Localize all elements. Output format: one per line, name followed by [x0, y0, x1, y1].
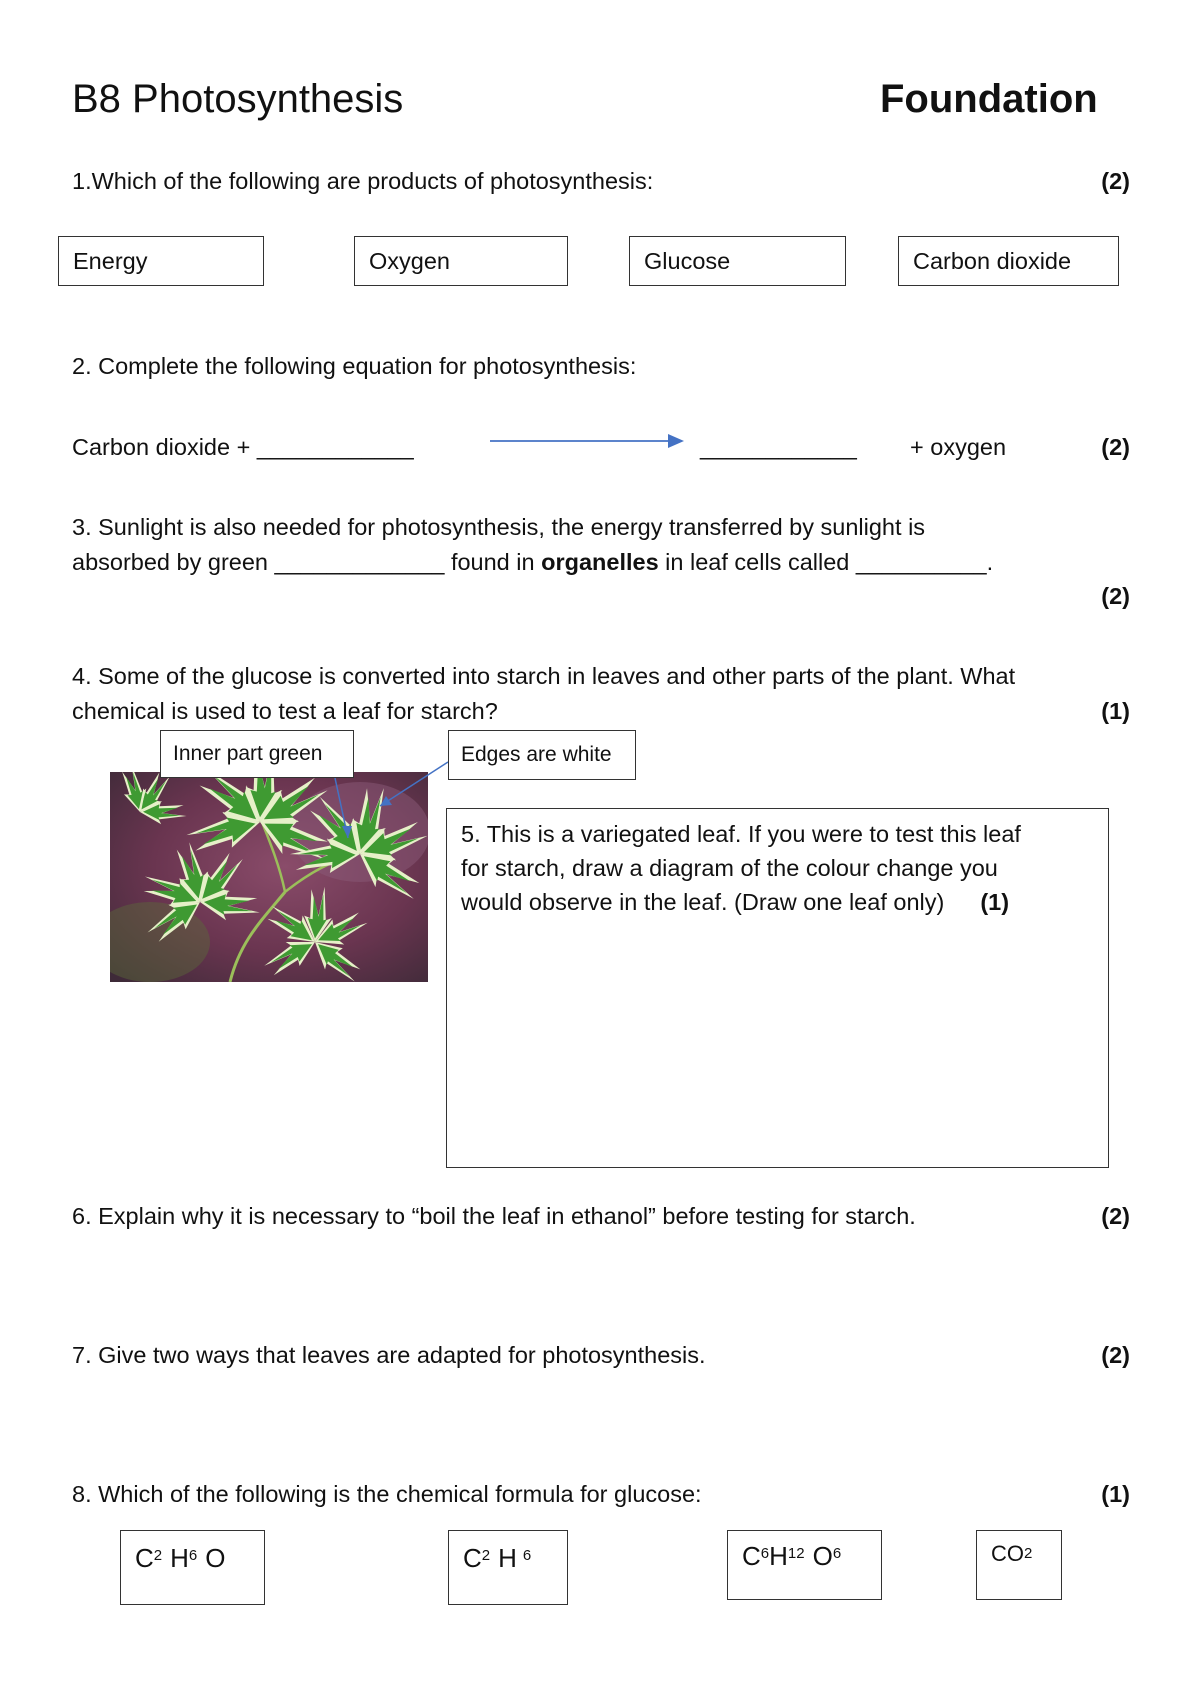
q3-line-2-end: in leaf cells called __________. — [658, 549, 994, 575]
q3-keyword-organelles: organelles — [541, 549, 659, 575]
q8-option-c6h12o6[interactable] — [727, 1530, 882, 1600]
callout-label: Edges are white — [461, 743, 612, 766]
callout-inner-part-green — [160, 730, 354, 778]
formula-element: CO — [991, 1541, 1024, 1566]
q1-option-label: Carbon dioxide — [913, 247, 1072, 274]
q2-reactant: Carbon dioxide + ____________ — [72, 434, 414, 460]
formula-element: C — [135, 1543, 154, 1573]
q3-marks: (2) — [1101, 583, 1130, 609]
page-title: B8 Photosynthesis — [72, 77, 404, 121]
q5-line-2: for starch, draw a diagram of the colour change you — [461, 855, 998, 881]
q2-product-blank: ____________ — [700, 434, 857, 460]
q5-marks: (1) — [980, 889, 1010, 915]
formula-element: H — [498, 1543, 517, 1573]
formula-subscript: 6 — [188, 1547, 198, 1564]
q3-line-2-start: absorbed by green _____________ found in — [72, 549, 542, 575]
q2-plus-oxygen: + oxygen — [910, 434, 1007, 460]
q1-option-label: Energy — [73, 247, 148, 274]
formula-subscript: 6 — [832, 1545, 842, 1562]
tier-label: Foundation — [880, 77, 1098, 121]
formula-element: C — [463, 1543, 482, 1573]
formula-subscript: 6 — [760, 1545, 770, 1562]
formula-subscript: 2 — [1024, 1545, 1033, 1562]
q7-marks: (2) — [1101, 1342, 1130, 1368]
formula-element: O — [205, 1543, 226, 1573]
formula-element: O — [812, 1541, 833, 1571]
q3-line-1: 3. Sunlight is also needed for photosynthesis, the energy transferred by sunlight is — [72, 514, 926, 540]
formula-subscript: 2 — [481, 1547, 491, 1564]
q2-marks: (2) — [1101, 434, 1130, 460]
q1-option-label: Oxygen — [369, 247, 450, 274]
formula-subscript: 12 — [787, 1545, 805, 1562]
q5-line-1: 5. This is a variegated leaf. If you were to test this leaf — [461, 821, 1021, 847]
formula-element: H — [170, 1543, 189, 1573]
formula-subscript: 6 — [522, 1547, 532, 1564]
q8-option-c2h6[interactable] — [448, 1530, 568, 1605]
formula-element: C — [742, 1541, 761, 1571]
q8-option-c2h6o[interactable] — [120, 1530, 265, 1605]
q1-text: 1.Which of the following are products of photosynthesis: — [72, 168, 654, 194]
q8-marks: (1) — [1101, 1481, 1130, 1507]
q6-text: 6. Explain why it is necessary to “boil the leaf in ethanol” before testing for starch. — [72, 1203, 916, 1229]
callout-label: Inner part green — [173, 742, 323, 765]
q6-marks: (2) — [1101, 1203, 1130, 1229]
q7-text: 7. Give two ways that leaves are adapted for photosynthesis. — [72, 1342, 706, 1368]
q5-drawing-box[interactable] — [446, 808, 1109, 1168]
q5-line-3-text: would observe in the leaf. (Draw one leaf only) — [461, 889, 945, 915]
q4-line-1: 4. Some of the glucose is converted into starch in leaves and other parts of the plant. What — [72, 663, 1016, 689]
callout-edges-are-white — [448, 730, 636, 780]
formula-element: H — [769, 1541, 788, 1571]
q8-text: 8. Which of the following is the chemical formula for glucose: — [72, 1481, 702, 1507]
q1-marks: (2) — [1101, 168, 1130, 194]
q4-line-2: chemical is used to test a leaf for starch? — [72, 698, 498, 724]
q5-line-3 — [461, 885, 1009, 919]
q8-option-co2[interactable] — [976, 1530, 1062, 1600]
q1-option-label: Glucose — [644, 247, 731, 274]
formula-subscript: 2 — [153, 1547, 163, 1564]
q2-text: 2. Complete the following equation for photosynthesis: — [72, 353, 637, 379]
q4-marks: (1) — [1101, 698, 1130, 724]
